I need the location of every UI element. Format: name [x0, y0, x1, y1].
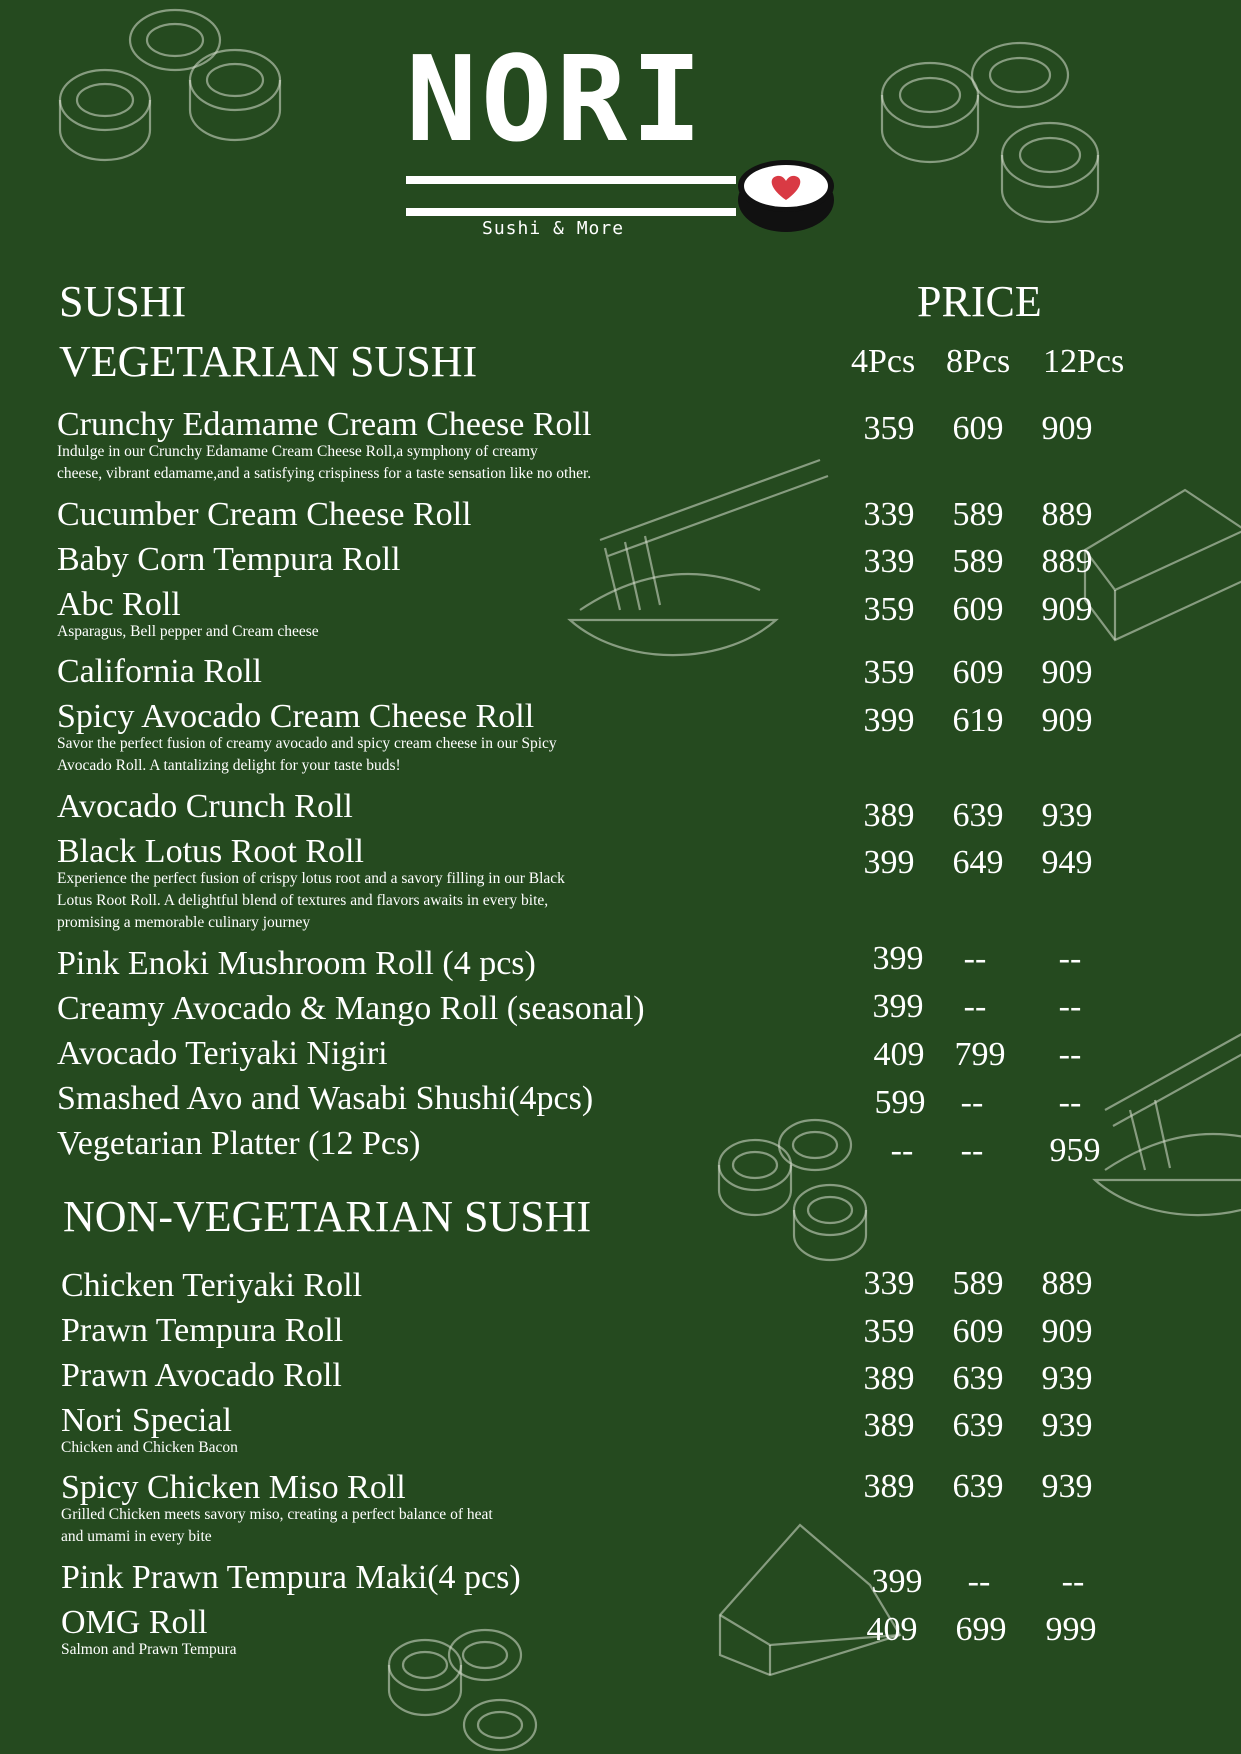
section-title-sushi: SUSHI: [59, 277, 187, 326]
item-name: Creamy Avocado & Mango Roll (seasonal): [57, 990, 645, 1027]
price-4pcs: 409: [873, 1036, 925, 1073]
price-8pcs: 589: [952, 1265, 1004, 1302]
price-8pcs: 619: [952, 702, 1004, 739]
price-4pcs: 359: [863, 654, 915, 691]
menu-item: [61, 1470, 493, 1548]
menu-item: [57, 789, 353, 825]
item-name: Avocado Teriyaki Nigiri: [57, 1035, 388, 1072]
menu-item: [61, 1403, 238, 1459]
chopstick-bar: [406, 208, 736, 216]
price-12pcs: 909: [1041, 410, 1093, 447]
item-description: Chicken and Chicken Bacon: [61, 1439, 238, 1456]
sushi-roll-icon: [60, 10, 280, 160]
price-8pcs: 589: [952, 496, 1004, 533]
price-12pcs: 889: [1041, 543, 1093, 580]
menu-item: [61, 1358, 342, 1394]
item-name: Abc Roll: [57, 586, 181, 623]
item-description: Savor the perfect fusion of creamy avocado and spicy cream cheese in our Spicy Avocado Roll. A tantalizing delight for your taste buds!: [57, 735, 557, 774]
item-name: Spicy Avocado Cream Cheese Roll: [57, 698, 535, 735]
price-8pcs: 589: [952, 543, 1004, 580]
price-12pcs: 909: [1041, 1313, 1093, 1350]
brand-name: NORI: [406, 30, 707, 168]
menu-item: [61, 1268, 362, 1304]
price-8pcs: --: [960, 1084, 984, 1121]
menu-item: [57, 497, 472, 533]
item-description: Indulge in our Crunchy Edamame Cream Cheese Roll,a symphony of creamy cheese, vibrant edamame,and a satisfying crispiness for a taste sensation like no other.: [57, 443, 592, 482]
menu-item: [57, 834, 565, 934]
sushi-roll-icon: [389, 1630, 536, 1750]
price-8pcs: --: [963, 940, 987, 977]
cake-slice-icon: [720, 1525, 900, 1675]
price-12pcs: 959: [1049, 1132, 1101, 1169]
price-12pcs: 909: [1041, 654, 1093, 691]
item-name: Baby Corn Tempura Roll: [57, 541, 401, 578]
price-12pcs: 889: [1041, 496, 1093, 533]
item-name: Chicken Teriyaki Roll: [61, 1267, 363, 1304]
menu-item: [61, 1560, 521, 1596]
item-name: Smashed Avo and Wasabi Shushi(4pcs): [57, 1080, 594, 1117]
brand-tagline: Sushi & More: [482, 218, 625, 239]
chopsticks-bowl-icon: [570, 460, 828, 655]
price-8pcs: --: [963, 988, 987, 1025]
section-title-non-vegetarian: NON-VEGETARIAN SUSHI: [63, 1192, 592, 1241]
price-12pcs: --: [1058, 940, 1082, 977]
price-4pcs: 399: [871, 1563, 923, 1600]
price-12pcs: --: [1058, 1036, 1082, 1073]
item-name: Vegetarian Platter (12 Pcs): [57, 1125, 421, 1162]
price-4pcs: 359: [863, 410, 915, 447]
price-8pcs: 639: [952, 797, 1004, 834]
price-4pcs: 389: [863, 1360, 915, 1397]
size-header-8pcs: 8Pcs: [946, 343, 1011, 380]
price-12pcs: --: [1058, 988, 1082, 1025]
price-8pcs: 609: [952, 654, 1004, 691]
price-12pcs: --: [1061, 1563, 1085, 1600]
price-4pcs: 339: [863, 543, 915, 580]
price-4pcs: 399: [863, 702, 915, 739]
menu-item: [57, 1081, 593, 1117]
menu-item: [61, 1313, 343, 1349]
menu-item: [57, 654, 262, 690]
price-12pcs: 939: [1041, 1360, 1093, 1397]
menu-item: [57, 699, 557, 777]
price-4pcs: 399: [872, 988, 924, 1025]
item-name: Cucumber Cream Cheese Roll: [57, 496, 472, 533]
price-8pcs: 639: [952, 1360, 1004, 1397]
heart-icon: [735, 156, 837, 236]
price-8pcs: 609: [952, 1313, 1004, 1350]
brand-logo: [400, 30, 840, 240]
item-name: Pink Enoki Mushroom Roll (4 pcs): [57, 945, 536, 982]
price-12pcs: 939: [1041, 797, 1093, 834]
item-name: Crunchy Edamame Cream Cheese Roll: [57, 406, 592, 443]
item-name: Avocado Crunch Roll: [57, 788, 353, 825]
price-8pcs: --: [967, 1563, 991, 1600]
price-4pcs: 339: [863, 496, 915, 533]
item-name: Black Lotus Root Roll: [57, 833, 364, 870]
item-description: Salmon and Prawn Tempura: [61, 1641, 237, 1658]
size-header-12pcs: 12Pcs: [1043, 343, 1125, 380]
price-4pcs: 339: [863, 1265, 915, 1302]
sushi-roll-icon: [882, 43, 1098, 222]
chopstick-bar: [406, 176, 736, 184]
menu-item: [57, 542, 401, 578]
price-12pcs: 949: [1041, 844, 1093, 881]
price-4pcs: 389: [863, 1407, 915, 1444]
chopsticks-bowl-icon: [1095, 1010, 1241, 1215]
item-name: California Roll: [57, 653, 262, 690]
price-4pcs: 359: [863, 591, 915, 628]
price-header: PRICE: [917, 277, 1042, 326]
price-4pcs: 599: [874, 1084, 926, 1121]
price-8pcs: 649: [952, 844, 1004, 881]
price-8pcs: 609: [952, 591, 1004, 628]
price-8pcs: 699: [955, 1611, 1007, 1648]
price-4pcs: 359: [863, 1313, 915, 1350]
price-8pcs: 609: [952, 410, 1004, 447]
item-name: Pink Prawn Tempura Maki(4 pcs): [61, 1559, 521, 1596]
item-description: Experience the perfect fusion of crispy lotus root and a savory filling in our Black Lotus Root Roll. A delightful blend of textures and flavors awaits in every bite, promising a memorable culinary journey: [57, 870, 565, 931]
cake-slice-icon: [1085, 490, 1241, 640]
price-8pcs: 799: [954, 1036, 1006, 1073]
item-name: OMG Roll: [61, 1604, 208, 1641]
price-12pcs: 999: [1045, 1611, 1097, 1648]
price-8pcs: 639: [952, 1468, 1004, 1505]
price-4pcs: 389: [863, 1468, 915, 1505]
price-12pcs: --: [1058, 1084, 1082, 1121]
menu-item: [57, 1126, 421, 1162]
menu-item: [57, 407, 591, 485]
menu-item: [57, 1036, 388, 1072]
menu-item: [57, 991, 645, 1027]
price-4pcs: 399: [872, 940, 924, 977]
price-12pcs: 909: [1041, 702, 1093, 739]
price-4pcs: 409: [866, 1611, 918, 1648]
price-8pcs: 639: [952, 1407, 1004, 1444]
size-header-4pcs: 4Pcs: [851, 343, 916, 380]
item-description: Grilled Chicken meets savory miso, creating a perfect balance of heat and umami in every bite: [61, 1506, 493, 1545]
price-4pcs: --: [890, 1132, 914, 1169]
item-description: Asparagus, Bell pepper and Cream cheese: [57, 623, 319, 640]
price-12pcs: 889: [1041, 1265, 1093, 1302]
price-4pcs: 399: [863, 844, 915, 881]
item-name: Prawn Tempura Roll: [61, 1312, 344, 1349]
menu-item: [57, 946, 536, 982]
sushi-roll-icon: [719, 1120, 866, 1260]
price-12pcs: 939: [1041, 1407, 1093, 1444]
section-title-vegetarian: VEGETARIAN SUSHI: [59, 337, 478, 386]
price-12pcs: 939: [1041, 1468, 1093, 1505]
item-name: Spicy Chicken Miso Roll: [61, 1469, 406, 1506]
price-4pcs: 389: [863, 797, 915, 834]
item-name: Prawn Avocado Roll: [61, 1357, 342, 1394]
item-name: Nori Special: [61, 1402, 232, 1439]
price-12pcs: 909: [1041, 591, 1093, 628]
menu-item: [57, 587, 319, 643]
menu-item: [61, 1605, 237, 1661]
price-8pcs: --: [960, 1132, 984, 1169]
